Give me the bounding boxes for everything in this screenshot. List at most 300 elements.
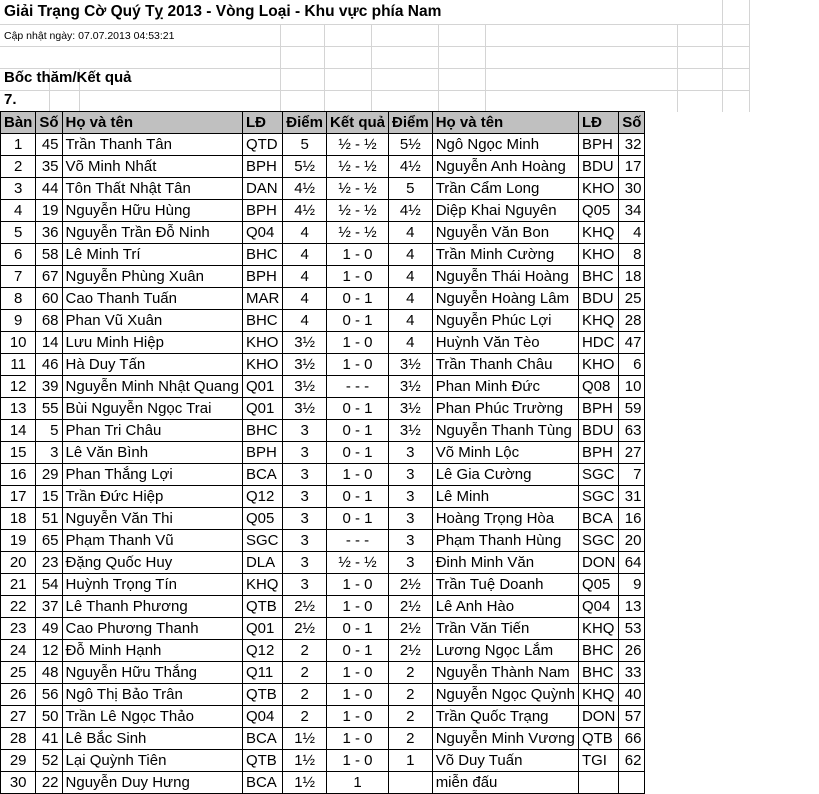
page-title: Giải Trạng Cờ Quý Tỵ 2013 - Vòng Loại - Khu vực phía Nam [4,3,442,20]
board-cell: 4 [1,200,36,222]
header-white-club: LĐ [242,112,282,134]
black-number-cell: 25 [619,288,645,310]
black-points-cell: 3½ [389,420,433,442]
white-club-cell: BPH [242,442,282,464]
white-name-cell: Nguyễn Minh Nhật Quang [62,376,242,398]
white-club-cell: DAN [242,178,282,200]
table-row [1,750,645,772]
white-points-cell: 4 [283,288,327,310]
black-number-cell: 34 [619,200,645,222]
white-points-cell: 3½ [283,376,327,398]
black-number-cell: 53 [619,618,645,640]
table-row [1,552,645,574]
white-name-cell: Nguyễn Văn Thi [62,508,242,530]
result-cell: 0 - 1 [326,508,388,530]
black-club-cell: KHO [578,178,618,200]
result-cell: 1 - 0 [326,266,388,288]
result-cell: 1 - 0 [326,662,388,684]
black-number-cell: 31 [619,486,645,508]
white-points-cell: 1½ [283,728,327,750]
board-cell: 24 [1,640,36,662]
white-club-cell: KHO [242,354,282,376]
black-points-cell: 2 [389,684,433,706]
white-club-cell: QTB [242,596,282,618]
white-club-cell: Q12 [242,640,282,662]
board-cell: 9 [1,310,36,332]
result-cell: ½ - ½ [326,134,388,156]
black-name-cell: Hoàng Trọng Hòa [432,508,578,530]
table-row [1,222,645,244]
black-club-cell: BPH [578,442,618,464]
black-points-cell: 4 [389,288,433,310]
black-number-cell: 30 [619,178,645,200]
white-number-cell: 48 [36,662,62,684]
black-points-cell: 2 [389,706,433,728]
table-row [1,706,645,728]
black-club-cell: BHC [578,662,618,684]
white-club-cell: Q01 [242,398,282,420]
result-cell: 1 - 0 [326,574,388,596]
black-name-cell: Trần Văn Tiến [432,618,578,640]
black-number-cell: 64 [619,552,645,574]
table-row [1,134,645,156]
black-points-cell: 3½ [389,398,433,420]
black-club-cell: BPH [578,134,618,156]
white-number-cell: 54 [36,574,62,596]
black-club-cell: KHO [578,244,618,266]
white-name-cell: Lê Minh Trí [62,244,242,266]
table-row [1,200,645,222]
white-points-cell: 3½ [283,398,327,420]
black-name-cell: Phạm Thanh Hùng [432,530,578,552]
result-cell: 1 - 0 [326,728,388,750]
black-club-cell: Q05 [578,574,618,596]
white-club-cell: MAR [242,288,282,310]
black-name-cell: Phan Phúc Trường [432,398,578,420]
black-points-cell: 3 [389,442,433,464]
black-name-cell: Võ Duy Tuấn [432,750,578,772]
black-name-cell: Ngô Ngọc Minh [432,134,578,156]
black-points-cell: 2½ [389,640,433,662]
white-points-cell: 3 [283,508,327,530]
black-number-cell: 62 [619,750,645,772]
board-cell: 26 [1,684,36,706]
black-name-cell: Đinh Minh Văn [432,552,578,574]
black-number-cell: 57 [619,706,645,728]
board-cell: 11 [1,354,36,376]
white-points-cell: 4½ [283,200,327,222]
result-cell: ½ - ½ [326,156,388,178]
black-club-cell: SGC [578,486,618,508]
black-points-cell: 2½ [389,618,433,640]
white-number-cell: 45 [36,134,62,156]
white-club-cell: BCA [242,772,282,794]
white-name-cell: Nguyễn Trần Đỗ Ninh [62,222,242,244]
white-club-cell: BPH [242,156,282,178]
header-white-points: Điểm [283,112,327,134]
white-points-cell: 1½ [283,750,327,772]
black-points-cell: 3½ [389,354,433,376]
white-club-cell: BPH [242,200,282,222]
white-name-cell: Trần Thanh Tân [62,134,242,156]
board-cell: 6 [1,244,36,266]
black-number-cell: 47 [619,332,645,354]
pairings-body [1,134,645,794]
board-cell: 13 [1,398,36,420]
table-row [1,332,645,354]
result-cell: 0 - 1 [326,618,388,640]
white-name-cell: Nguyễn Hữu Hùng [62,200,242,222]
black-name-cell: Nguyễn Thanh Tùng [432,420,578,442]
white-name-cell: Lưu Minh Hiệp [62,332,242,354]
white-points-cell: 4 [283,222,327,244]
black-number-cell: 7 [619,464,645,486]
board-cell: 7 [1,266,36,288]
black-number-cell: 40 [619,684,645,706]
white-number-cell: 14 [36,332,62,354]
black-club-cell: KHQ [578,684,618,706]
black-points-cell: 5 [389,178,433,200]
black-club-cell: SGC [578,530,618,552]
white-name-cell: Đỗ Minh Hạnh [62,640,242,662]
white-points-cell: 4 [283,310,327,332]
result-cell: 1 - 0 [326,464,388,486]
black-points-cell: 4 [389,310,433,332]
white-number-cell: 68 [36,310,62,332]
white-name-cell: Võ Minh Nhất [62,156,242,178]
white-club-cell: BHC [242,310,282,332]
black-number-cell: 4 [619,222,645,244]
black-name-cell: Lê Anh Hào [432,596,578,618]
white-name-cell: Trần Đức Hiệp [62,486,242,508]
white-points-cell: 5½ [283,156,327,178]
black-number-cell: 20 [619,530,645,552]
board-cell: 16 [1,464,36,486]
black-club-cell: DON [578,706,618,728]
header-white-number: Số [36,112,62,134]
board-cell: 27 [1,706,36,728]
black-club-cell: KHQ [578,618,618,640]
white-number-cell: 46 [36,354,62,376]
black-club-cell: TGI [578,750,618,772]
result-cell: 0 - 1 [326,442,388,464]
result-cell: ½ - ½ [326,178,388,200]
round-number: 7. [4,91,17,108]
white-club-cell: Q04 [242,222,282,244]
white-name-cell: Ngô Thị Bảo Trân [62,684,242,706]
white-number-cell: 15 [36,486,62,508]
white-club-cell: Q01 [242,618,282,640]
white-club-cell: Q01 [242,376,282,398]
black-number-cell: 18 [619,266,645,288]
header-black-name: Họ và tên [432,112,578,134]
black-points-cell [389,772,433,794]
table-row [1,772,645,794]
black-name-cell: Nguyễn Phúc Lợi [432,310,578,332]
board-cell: 18 [1,508,36,530]
result-cell: 1 - 0 [326,354,388,376]
board-cell: 17 [1,486,36,508]
result-cell: 1 - 0 [326,332,388,354]
white-points-cell: 3 [283,552,327,574]
black-name-cell: Trần Minh Cường [432,244,578,266]
black-points-cell: 4 [389,222,433,244]
table-row [1,596,645,618]
table-row [1,486,645,508]
table-row [1,464,645,486]
white-club-cell: BCA [242,464,282,486]
table-row [1,684,645,706]
table-row [1,244,645,266]
board-cell: 10 [1,332,36,354]
black-club-cell: BDU [578,288,618,310]
white-name-cell: Cao Thanh Tuấn [62,288,242,310]
white-points-cell: 2 [283,706,327,728]
white-name-cell: Trần Lê Ngọc Thảo [62,706,242,728]
black-points-cell: 3½ [389,376,433,398]
black-number-cell: 8 [619,244,645,266]
white-number-cell: 3 [36,442,62,464]
white-points-cell: 5 [283,134,327,156]
black-name-cell: Huỳnh Văn Tèo [432,332,578,354]
black-club-cell: BHC [578,266,618,288]
white-points-cell: 2 [283,684,327,706]
white-club-cell: DLA [242,552,282,574]
board-cell: 12 [1,376,36,398]
white-name-cell: Phạm Thanh Vũ [62,530,242,552]
black-name-cell: Lê Gia Cường [432,464,578,486]
table-row [1,310,645,332]
white-name-cell: Nguyễn Hữu Thắng [62,662,242,684]
white-name-cell: Hà Duy Tấn [62,354,242,376]
white-points-cell: 3 [283,530,327,552]
table-row [1,398,645,420]
black-name-cell: miễn đấu [432,772,578,794]
black-number-cell: 27 [619,442,645,464]
black-number-cell: 28 [619,310,645,332]
white-number-cell: 49 [36,618,62,640]
table-row [1,442,645,464]
white-club-cell: Q04 [242,706,282,728]
result-cell: 1 - 0 [326,244,388,266]
table-row [1,640,645,662]
white-number-cell: 41 [36,728,62,750]
result-cell: 0 - 1 [326,640,388,662]
board-cell: 29 [1,750,36,772]
black-number-cell: 26 [619,640,645,662]
result-cell: 1 - 0 [326,706,388,728]
board-cell: 28 [1,728,36,750]
black-name-cell: Trần Thanh Châu [432,354,578,376]
board-cell: 30 [1,772,36,794]
white-points-cell: 3 [283,486,327,508]
white-name-cell: Phan Tri Châu [62,420,242,442]
update-timestamp: Cập nhật ngày: 07.07.2013 04:53:21 [4,30,175,42]
black-number-cell: 16 [619,508,645,530]
white-points-cell: 3½ [283,332,327,354]
white-number-cell: 37 [36,596,62,618]
black-club-cell: KHQ [578,310,618,332]
black-number-cell: 17 [619,156,645,178]
white-club-cell: BCA [242,728,282,750]
black-number-cell: 10 [619,376,645,398]
white-number-cell: 60 [36,288,62,310]
white-number-cell: 55 [36,398,62,420]
result-cell: ½ - ½ [326,200,388,222]
result-cell: - - - [326,376,388,398]
black-number-cell [619,772,645,794]
table-row [1,354,645,376]
black-points-cell: 3 [389,552,433,574]
table-row [1,618,645,640]
header-black-number: Số [619,112,645,134]
result-cell: ½ - ½ [326,222,388,244]
black-name-cell: Nguyễn Hoàng Lâm [432,288,578,310]
white-club-cell: KHQ [242,574,282,596]
result-cell: - - - [326,530,388,552]
white-club-cell: QTB [242,684,282,706]
black-club-cell: Q04 [578,596,618,618]
header-black-points: Điểm [389,112,433,134]
white-number-cell: 44 [36,178,62,200]
table-row [1,156,645,178]
black-club-cell: BCA [578,508,618,530]
white-number-cell: 22 [36,772,62,794]
board-cell: 14 [1,420,36,442]
black-name-cell: Trần Tuệ Doanh [432,574,578,596]
table-row [1,728,645,750]
header-result: Kết quả [326,112,388,134]
black-points-cell: 4½ [389,156,433,178]
result-cell: 0 - 1 [326,398,388,420]
table-row [1,420,645,442]
black-club-cell: DON [578,552,618,574]
white-name-cell: Lê Bắc Sinh [62,728,242,750]
board-cell: 8 [1,288,36,310]
black-name-cell: Trần Cẩm Long [432,178,578,200]
white-name-cell: Bùi Nguyễn Ngọc Trai [62,398,242,420]
white-name-cell: Nguyễn Duy Hưng [62,772,242,794]
white-number-cell: 35 [36,156,62,178]
black-club-cell: BDU [578,420,618,442]
result-cell: 1 - 0 [326,596,388,618]
black-name-cell: Lê Minh [432,486,578,508]
white-points-cell: 3 [283,464,327,486]
white-name-cell: Cao Phương Thanh [62,618,242,640]
white-club-cell: KHO [242,332,282,354]
white-points-cell: 3 [283,442,327,464]
black-number-cell: 32 [619,134,645,156]
black-name-cell: Lương Ngọc Lắm [432,640,578,662]
black-number-cell: 33 [619,662,645,684]
black-number-cell: 6 [619,354,645,376]
result-cell: ½ - ½ [326,552,388,574]
black-club-cell [578,772,618,794]
black-points-cell: 4½ [389,200,433,222]
result-cell: 0 - 1 [326,420,388,442]
white-points-cell: 4½ [283,178,327,200]
black-club-cell: BPH [578,398,618,420]
white-points-cell: 3 [283,420,327,442]
black-name-cell: Nguyễn Ngọc Quỳnh [432,684,578,706]
table-row [1,530,645,552]
white-number-cell: 23 [36,552,62,574]
white-club-cell: Q12 [242,486,282,508]
black-name-cell: Nguyễn Văn Bon [432,222,578,244]
white-number-cell: 5 [36,420,62,442]
black-number-cell: 9 [619,574,645,596]
white-name-cell: Lại Quỳnh Tiên [62,750,242,772]
board-cell: 15 [1,442,36,464]
white-club-cell: QTB [242,750,282,772]
white-points-cell: 4 [283,266,327,288]
black-number-cell: 59 [619,398,645,420]
black-name-cell: Trần Quốc Trạng [432,706,578,728]
black-club-cell: SGC [578,464,618,486]
white-number-cell: 56 [36,684,62,706]
black-name-cell: Phan Minh Đức [432,376,578,398]
white-number-cell: 50 [36,706,62,728]
white-name-cell: Phan Thắng Lợi [62,464,242,486]
white-number-cell: 67 [36,266,62,288]
white-name-cell: Lê Văn Bình [62,442,242,464]
result-cell: 1 - 0 [326,750,388,772]
black-club-cell: KHO [578,354,618,376]
board-cell: 19 [1,530,36,552]
white-points-cell: 2 [283,640,327,662]
header-white-name: Họ và tên [62,112,242,134]
header-board: Bàn [1,112,36,134]
white-club-cell: BPH [242,266,282,288]
board-cell: 23 [1,618,36,640]
black-club-cell: BDU [578,156,618,178]
white-number-cell: 51 [36,508,62,530]
white-number-cell: 29 [36,464,62,486]
black-points-cell: 2½ [389,596,433,618]
black-club-cell: HDC [578,332,618,354]
header-black-club: LĐ [578,112,618,134]
white-points-cell: 4 [283,244,327,266]
black-club-cell: QTB [578,728,618,750]
black-points-cell: 4 [389,332,433,354]
table-row [1,574,645,596]
white-club-cell: SGC [242,530,282,552]
board-cell: 22 [1,596,36,618]
white-number-cell: 58 [36,244,62,266]
white-points-cell: 2 [283,662,327,684]
black-club-cell: KHQ [578,222,618,244]
white-name-cell: Lê Thanh Phương [62,596,242,618]
table-row [1,662,645,684]
black-points-cell: 2½ [389,574,433,596]
white-club-cell: BHC [242,420,282,442]
board-cell: 21 [1,574,36,596]
black-points-cell: 3 [389,530,433,552]
black-points-cell: 2 [389,662,433,684]
white-number-cell: 36 [36,222,62,244]
white-club-cell: QTD [242,134,282,156]
section-heading: Bốc thăm/Kết quả [4,69,132,86]
black-club-cell: BHC [578,640,618,662]
white-number-cell: 52 [36,750,62,772]
white-number-cell: 19 [36,200,62,222]
black-points-cell: 3 [389,508,433,530]
board-cell: 5 [1,222,36,244]
black-points-cell: 4 [389,266,433,288]
black-name-cell: Nguyễn Minh Vương [432,728,578,750]
board-cell: 2 [1,156,36,178]
white-club-cell: Q11 [242,662,282,684]
